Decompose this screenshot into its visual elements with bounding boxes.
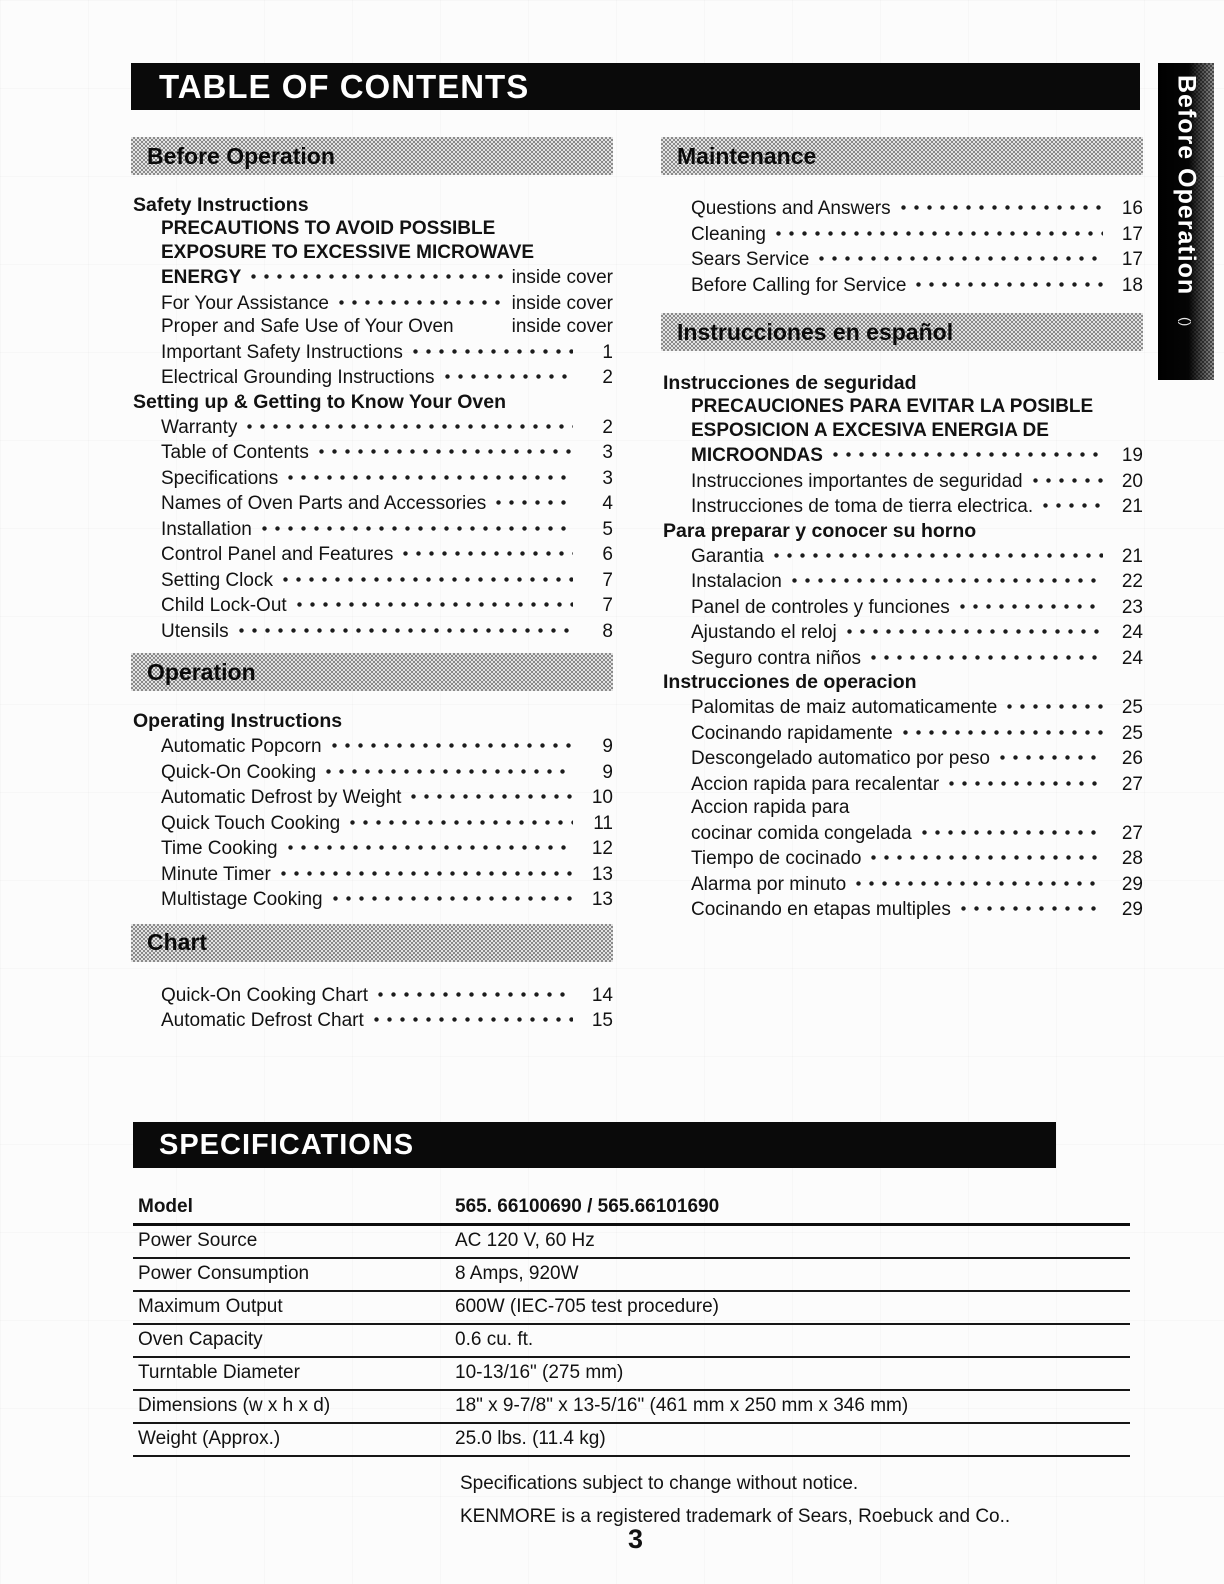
toc-entry-page: 4: [602, 493, 613, 514]
toc-entry: [661, 442, 1143, 468]
toc-entry-page: 22: [1121, 571, 1143, 592]
dot-leader: [867, 645, 1103, 664]
dot-leader: [912, 272, 1103, 291]
toc-entry: [661, 645, 1143, 671]
toc-entry-page: 20: [1121, 470, 1143, 492]
dot-leader: [315, 439, 573, 458]
spec-label: Turntable Diameter: [138, 1362, 300, 1383]
section-band-maintenance: [661, 137, 1143, 175]
toc-entry-label: Quick Touch Cooking: [161, 812, 341, 834]
toc-entry: [661, 395, 1143, 419]
dot-leader: [815, 246, 1103, 265]
dot-leader: [852, 871, 1103, 890]
spec-value: 600W (IEC-705 test procedure): [455, 1296, 720, 1317]
toc-entry: [131, 490, 613, 516]
toc-entry-label: Time Cooking: [161, 838, 278, 859]
page-number: 3: [627, 1524, 644, 1554]
group-heading-preparar: Para preparar y conocer su horno: [663, 519, 977, 542]
toc-entry-label: Automatic Defrost Chart: [161, 1010, 364, 1031]
spec-row-turntable-diameter: [133, 1358, 1130, 1391]
toc-entry-label: Automatic Defrost by Weight: [161, 787, 402, 808]
toc-entry: [661, 468, 1143, 494]
toc-entry-page: 8: [602, 620, 613, 642]
toc-entry: [131, 290, 613, 316]
toc-entry-label: Automatic Popcorn: [161, 736, 322, 757]
toc-entry-label: Cocinando en etapas multiples: [691, 899, 951, 920]
toc-entry-page: 9: [602, 761, 613, 783]
dot-leader: [788, 568, 1103, 587]
toc-entry: [661, 845, 1143, 871]
toc-entry-page: 7: [602, 569, 613, 591]
dot-leader: [279, 567, 573, 586]
toc-entry: [661, 272, 1143, 298]
toc-entry: [131, 414, 613, 440]
spec-label: Power Source: [138, 1230, 258, 1251]
toc-entry: [661, 195, 1143, 221]
toc-entry-label: EXPOSURE TO EXCESSIVE MICROWAVE: [161, 241, 535, 263]
toc-entry-page: 9: [602, 736, 613, 757]
spec-value: 565. 66100690 / 565.66101690: [455, 1196, 720, 1217]
toc-entry: [131, 1007, 613, 1033]
section-band-label: Instrucciones en español: [677, 318, 954, 345]
toc-entry: [131, 861, 613, 887]
spec-label: Maximum Output: [138, 1296, 283, 1317]
toc-entry-page: 17: [1121, 223, 1143, 245]
toc-entry-label: Questions and Answers: [691, 198, 891, 219]
dot-leader: [492, 490, 573, 509]
toc-entry-page: inside cover: [511, 316, 613, 337]
toc-entry: [661, 493, 1143, 519]
toc-entry-page: 12: [591, 838, 613, 859]
toc-entry: [661, 543, 1143, 569]
dot-leader: [399, 541, 573, 560]
toc-entry-label: Utensils: [161, 620, 229, 642]
toc-entry-page: 5: [602, 518, 613, 540]
spec-value: 10-13/16" (275 mm): [455, 1362, 624, 1383]
spec-label: Model: [138, 1196, 193, 1217]
toc-entry-label: Accion rapida para recalentar: [691, 773, 940, 795]
toc-entry-label: Installation: [161, 518, 252, 540]
toc-entry-label: Names of Oven Parts and Accessories: [161, 493, 487, 514]
toc-entry-label: Sears Service: [691, 249, 810, 270]
page-title: TABLE OF CONTENTS: [159, 67, 530, 105]
group-heading-safety-instructions: Safety Instructions: [133, 194, 309, 216]
toc-entry-label: Cleaning: [691, 223, 766, 245]
dot-leader: [374, 982, 573, 1001]
toc-entry: [661, 720, 1143, 746]
dot-leader: [335, 290, 506, 309]
toc-entry-label: Accion rapida para: [691, 797, 850, 818]
toc-entry-page: 28: [1121, 848, 1143, 869]
toc-entry-page: 3: [602, 467, 613, 489]
dot-leader: [1039, 493, 1103, 512]
toc-entry-label: Alarma por minuto: [691, 873, 847, 895]
dot-leader: [235, 618, 573, 637]
spec-label: Oven Capacity: [138, 1329, 263, 1350]
toc-entry-page: 2: [602, 367, 613, 388]
spec-note-change: Specifications subject to change without notice.: [460, 1473, 859, 1494]
toc-entry-label: Instrucciones importantes de seguridad: [691, 470, 1023, 492]
toc-entry-label: ENERGY: [161, 267, 242, 288]
dot-leader: [899, 720, 1103, 739]
dot-leader: [772, 221, 1103, 240]
toc-entry-label: Tiempo de cocinado: [691, 848, 862, 869]
section-band-instrucciones: [661, 313, 1143, 351]
toc-entry-page: 13: [591, 889, 613, 910]
toc-entry-label: Quick-On Cooking: [161, 761, 317, 783]
toc-entry-label: Seguro contra niños: [691, 647, 862, 669]
toc-entry-page: 29: [1121, 873, 1143, 895]
toc-entry: [131, 439, 613, 465]
toc-entry-page: inside cover: [511, 267, 613, 288]
toc-entry-page: 21: [1121, 545, 1143, 567]
toc-entry-label: cocinar comida congelada: [691, 822, 912, 844]
toc-entry-page: 18: [1121, 274, 1143, 296]
toc-entry-label: Table of Contents: [161, 442, 309, 463]
toc-entry: [131, 465, 613, 491]
toc-entry-page: 16: [1121, 198, 1143, 219]
toc-entry: [661, 796, 1143, 820]
section-band-label: Before Operation: [147, 142, 335, 169]
dot-leader: [996, 745, 1103, 764]
toc-entry-label: Descongelado automatico por peso: [691, 748, 990, 769]
specifications-title-bar: [133, 1122, 1056, 1168]
dot-leader: [370, 1007, 573, 1026]
dot-leader: [328, 733, 573, 752]
spec-label: Weight (Approx.): [138, 1428, 281, 1449]
section-band-label: Operation: [147, 658, 256, 685]
toc-entry-page: 27: [1121, 773, 1143, 795]
toc-entry-label: Minute Timer: [161, 863, 271, 885]
toc-entry-page: 11: [593, 812, 613, 834]
toc-entry: [661, 771, 1143, 797]
toc-entry-page: 13: [591, 863, 613, 885]
dot-leader: [258, 516, 573, 535]
toc-entry-label: PRECAUTIONS TO AVOID POSSIBLE: [161, 218, 496, 239]
toc-entry-label: Electrical Grounding Instructions: [161, 367, 435, 388]
dot-leader: [945, 771, 1103, 790]
toc-entry: [131, 784, 613, 810]
toc-entry: [661, 568, 1143, 594]
toc-entry-page: 2: [602, 416, 613, 438]
spec-label: Power Consumption: [138, 1263, 310, 1284]
toc-entry-label: Proper and Safe Use of Your Oven: [161, 316, 454, 337]
toc-entry: [661, 594, 1143, 620]
toc-entry-page: 19: [1121, 445, 1143, 466]
toc-right-column: [661, 137, 1143, 922]
toc-entry-page: 1: [602, 341, 613, 363]
spec-value: 25.0 lbs. (11.4 kg): [455, 1428, 606, 1449]
toc-entry-label: Panel de controles y funciones: [691, 596, 950, 618]
toc-entry: [131, 241, 613, 265]
toc-entry-page: 10: [591, 787, 613, 808]
group-heading-setup: Setting up & Getting to Know Your Oven: [133, 390, 507, 413]
dot-leader: [243, 414, 573, 433]
toc-entry-label: MICROONDAS: [691, 445, 823, 466]
dot-leader: [1029, 468, 1103, 487]
toc-entry: [131, 592, 613, 618]
toc-entry: [131, 567, 613, 593]
toc-entry-label: Instrucciones de toma de tierra electrica.: [691, 496, 1034, 517]
toc-entry-label: Before Calling for Service: [691, 274, 907, 296]
toc-entry-label: Garantia: [691, 545, 764, 567]
toc-entry: [661, 246, 1143, 272]
toc-entry: [131, 618, 613, 644]
toc-entry-page: 23: [1121, 596, 1143, 618]
toc-entry-label: Cocinando rapidamente: [691, 722, 893, 744]
toc-entry-label: Specifications: [161, 467, 279, 489]
toc-entry: [131, 516, 613, 542]
spec-value: 18" x 9-7/8" x 13-5/16" (461 mm x 250 mm x 346 mm): [455, 1395, 909, 1416]
dot-leader: [407, 784, 573, 803]
before-operation-tab-label: Before Operation: [1172, 75, 1201, 296]
toc-title-bar: [131, 63, 1140, 110]
toc-entry: [131, 541, 613, 567]
section-band-label: Maintenance: [677, 142, 817, 169]
dot-leader: [284, 835, 573, 854]
group-heading-operating-instructions: Operating Instructions: [133, 710, 343, 732]
spec-row-power-consumption: [133, 1259, 1130, 1292]
spec-label: Dimensions (w x h x d): [138, 1395, 331, 1416]
toc-entry-label: Palomitas de maiz automaticamente: [691, 697, 998, 718]
toc-entry: [131, 759, 613, 785]
toc-entry-label: Multistage Cooking: [161, 889, 323, 910]
toc-entry: [661, 820, 1143, 846]
toc-entry-label: Important Safety Instructions: [161, 341, 403, 363]
toc-left-column: [131, 137, 613, 1033]
dot-leader: [277, 861, 573, 880]
toc-entry: [661, 745, 1143, 771]
dot-leader: [956, 594, 1103, 613]
dot-leader: [867, 845, 1103, 864]
toc-entry-page: 6: [602, 544, 613, 565]
before-operation-tab: [1158, 63, 1214, 380]
toc-entry: [131, 364, 613, 390]
toc-entry-label: ESPOSICION A EXCESIVA ENERGIA DE: [691, 419, 1049, 441]
dot-leader: [1003, 694, 1103, 713]
dot-leader: [346, 810, 573, 829]
toc-entry: [131, 982, 613, 1008]
dot-leader: [897, 195, 1103, 214]
group-heading-seguridad: Instrucciones de seguridad: [663, 372, 917, 394]
toc-entry-label: Warranty: [161, 416, 238, 438]
toc-entry-label: Control Panel and Features: [161, 544, 394, 565]
specifications-title: SPECIFICATIONS: [159, 1128, 415, 1161]
toc-entry-page: 24: [1121, 622, 1143, 643]
toc-entry-label: Setting Clock: [161, 569, 273, 591]
dot-leader: [829, 442, 1103, 461]
dot-leader: [329, 886, 573, 905]
toc-entry-label: Quick-On Cooking Chart: [161, 984, 368, 1006]
toc-entry: [661, 221, 1143, 247]
tab-mark: (): [1178, 317, 1194, 327]
toc-entry: [661, 694, 1143, 720]
toc-entry-page: inside cover: [511, 292, 613, 314]
toc-entry-page: 15: [591, 1010, 613, 1031]
toc-entry: [131, 217, 613, 241]
toc-entry-page: 14: [591, 984, 613, 1006]
toc-entry-page: 3: [602, 442, 613, 463]
toc-entry: [131, 339, 613, 365]
toc-entry-page: 29: [1121, 899, 1143, 920]
section-band-operation: [131, 653, 613, 691]
section-band-chart: [131, 924, 613, 962]
dot-leader: [247, 264, 505, 283]
toc-entry: [661, 419, 1143, 443]
dot-leader: [843, 619, 1103, 638]
dot-leader: [293, 592, 573, 611]
spec-value: 8 Amps, 920W: [455, 1263, 579, 1284]
spec-row-model: [133, 1192, 1130, 1226]
toc-entry-page: 21: [1121, 496, 1143, 517]
spec-value: 0.6 cu. ft.: [455, 1329, 534, 1350]
dot-leader: [409, 339, 573, 358]
toc-entry: [661, 896, 1143, 922]
toc-entry-page: 25: [1121, 722, 1143, 744]
spec-row-power-source: [133, 1226, 1130, 1259]
toc-entry: [661, 871, 1143, 897]
section-band-label: Chart: [147, 929, 208, 955]
spec-row-oven-capacity: [133, 1325, 1130, 1358]
toc-entry: [131, 733, 613, 759]
dot-leader: [957, 896, 1103, 915]
toc-entry-page: 17: [1121, 249, 1143, 270]
toc-entry-label: For Your Assistance: [161, 292, 329, 314]
toc-entry-label: Instalacion: [691, 571, 782, 592]
spec-note-trademark: KENMORE is a registered trademark of Sears, Roebuck and Co..: [460, 1506, 1011, 1527]
dot-leader: [770, 543, 1103, 562]
dot-leader: [441, 364, 573, 383]
toc-entry: [131, 810, 613, 836]
toc-entry: [661, 619, 1143, 645]
toc-entry: [131, 886, 613, 912]
toc-entry: [131, 264, 613, 290]
dot-leader: [284, 465, 573, 484]
toc-entry-page: 25: [1121, 697, 1143, 718]
spec-row-dimensions: [133, 1391, 1130, 1424]
toc-entry-label: Ajustando el reloj: [691, 622, 837, 643]
specifications-table: [133, 1192, 1130, 1533]
toc-entry-label: PRECAUCIONES PARA EVITAR LA POSIBLE: [691, 396, 1094, 417]
toc-entry-page: 27: [1121, 822, 1143, 844]
spec-row-weight: [133, 1424, 1130, 1457]
toc-entry: [131, 835, 613, 861]
spec-value: AC 120 V, 60 Hz: [455, 1230, 595, 1251]
group-heading-operacion: Instrucciones de operacion: [663, 671, 917, 693]
toc-entry: [131, 315, 613, 339]
section-band-before-operation: [131, 137, 613, 175]
dot-leader: [322, 759, 573, 778]
spec-row-maximum-output: [133, 1292, 1130, 1325]
toc-entry-page: 26: [1121, 748, 1143, 769]
dot-leader: [918, 820, 1103, 839]
toc-entry-page: 24: [1121, 647, 1143, 669]
toc-entry-label: Child Lock-Out: [161, 595, 287, 616]
toc-entry-page: 7: [602, 595, 613, 616]
